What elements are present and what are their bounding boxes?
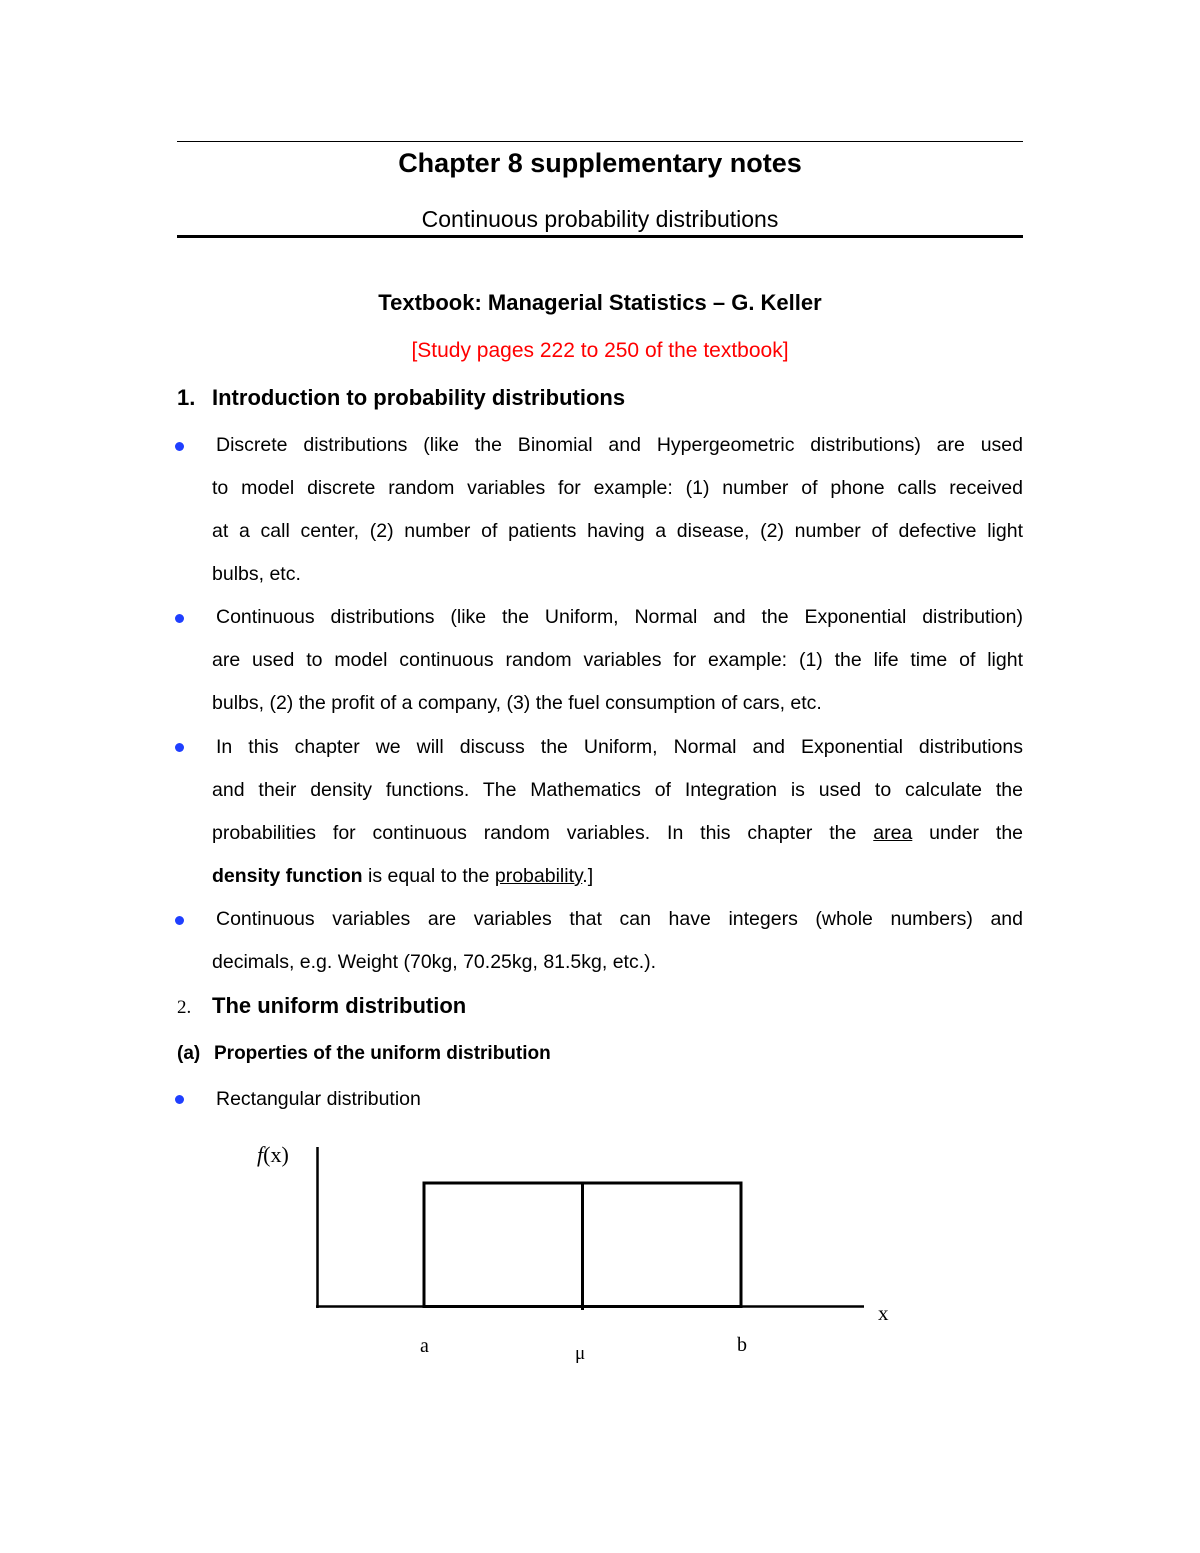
text-line [212, 812, 1023, 855]
text-segment: probabilities for continuous random variables. In this chapter the [212, 822, 857, 844]
text-line: at a call center, (2) number of patients having a disease, (2) number of defective light [212, 520, 1023, 542]
bullet-icon [175, 442, 184, 451]
text-line: bulbs, (2) the profit of a company, (3) the fuel consumption of cars, etc. [212, 692, 822, 714]
text-line: Discrete distributions (like the Binomial and Hypergeometric distributions) are used [216, 434, 1023, 456]
study-pages-note: [Study pages 222 to 250 of the textbook] [411, 339, 789, 362]
header-bottom-rule [177, 235, 1023, 238]
text-segment: under the [929, 822, 1024, 844]
page-title: Chapter 8 supplementary notes [398, 148, 802, 178]
section-1-heading [177, 385, 625, 411]
y-axis-label [257, 1142, 289, 1168]
text-line: Rectangular distribution [216, 1088, 421, 1110]
subsection-a-number: (a) [177, 1043, 201, 1064]
text-line: bulbs, etc. [212, 563, 301, 585]
bullet-continuous-variables [212, 898, 1023, 984]
text-line: to model discrete random variables for example: (1) number of phone calls received [212, 477, 1023, 499]
section-1-title: Introduction to probability distributions [212, 385, 626, 410]
bullet-discrete-distributions [212, 424, 1023, 596]
bullet-icon [175, 916, 184, 925]
label-b: b [737, 1334, 747, 1356]
section-2-number: 2. [177, 997, 192, 1018]
uniform-rectangle [424, 1183, 741, 1307]
text-line: Continuous variables are variables that can have integers (whole numbers) and [216, 908, 1023, 930]
underlined-probability: probability [494, 865, 583, 887]
label-mu: μ [575, 1343, 586, 1364]
page-subtitle: Continuous probability distributions [421, 206, 779, 232]
bullet-icon [175, 1095, 184, 1104]
section-1-number: 1. [177, 385, 196, 410]
bullet-icon [175, 743, 184, 752]
text-line: decimals, e.g. Weight (70kg, 70.25kg, 81.5kg, etc.). [212, 951, 657, 973]
y-axis-label-x: (x) [263, 1142, 289, 1167]
textbook-reference: Textbook: Managerial Statistics – G. Keller [378, 290, 822, 315]
bullet-icon [175, 614, 184, 623]
bullet-continuous-distributions [212, 596, 1023, 725]
x-axis-label: x [878, 1301, 889, 1325]
text-line: are used to model continuous random variables for example: (1) the life time of light [212, 649, 1023, 671]
section-2-title: The uniform distribution [212, 993, 467, 1018]
header-top-rule [177, 141, 1023, 142]
label-a: a [420, 1335, 429, 1357]
y-axis-label-f: f [257, 1142, 264, 1167]
underlined-area: area [873, 822, 913, 844]
section-2-heading [177, 993, 466, 1019]
subsection-a-title: Properties of the uniform distribution [214, 1043, 551, 1064]
text-segment: .] [582, 865, 594, 887]
text-line [212, 855, 1023, 898]
subsection-a-heading [177, 1043, 551, 1065]
bullet-rectangular [212, 1078, 1023, 1121]
text-segment: is equal to the [368, 865, 490, 887]
bold-density-function: density function [212, 865, 363, 887]
text-line: In this chapter we will discuss the Uniform, Normal and Exponential distributions [216, 736, 1023, 758]
text-line: and their density functions. The Mathematics of Integration is used to calculate the [212, 779, 1023, 801]
bullet-chapter-overview [212, 726, 1023, 898]
text-line: Continuous distributions (like the Uniform, Normal and the Exponential distribution) [216, 606, 1023, 628]
